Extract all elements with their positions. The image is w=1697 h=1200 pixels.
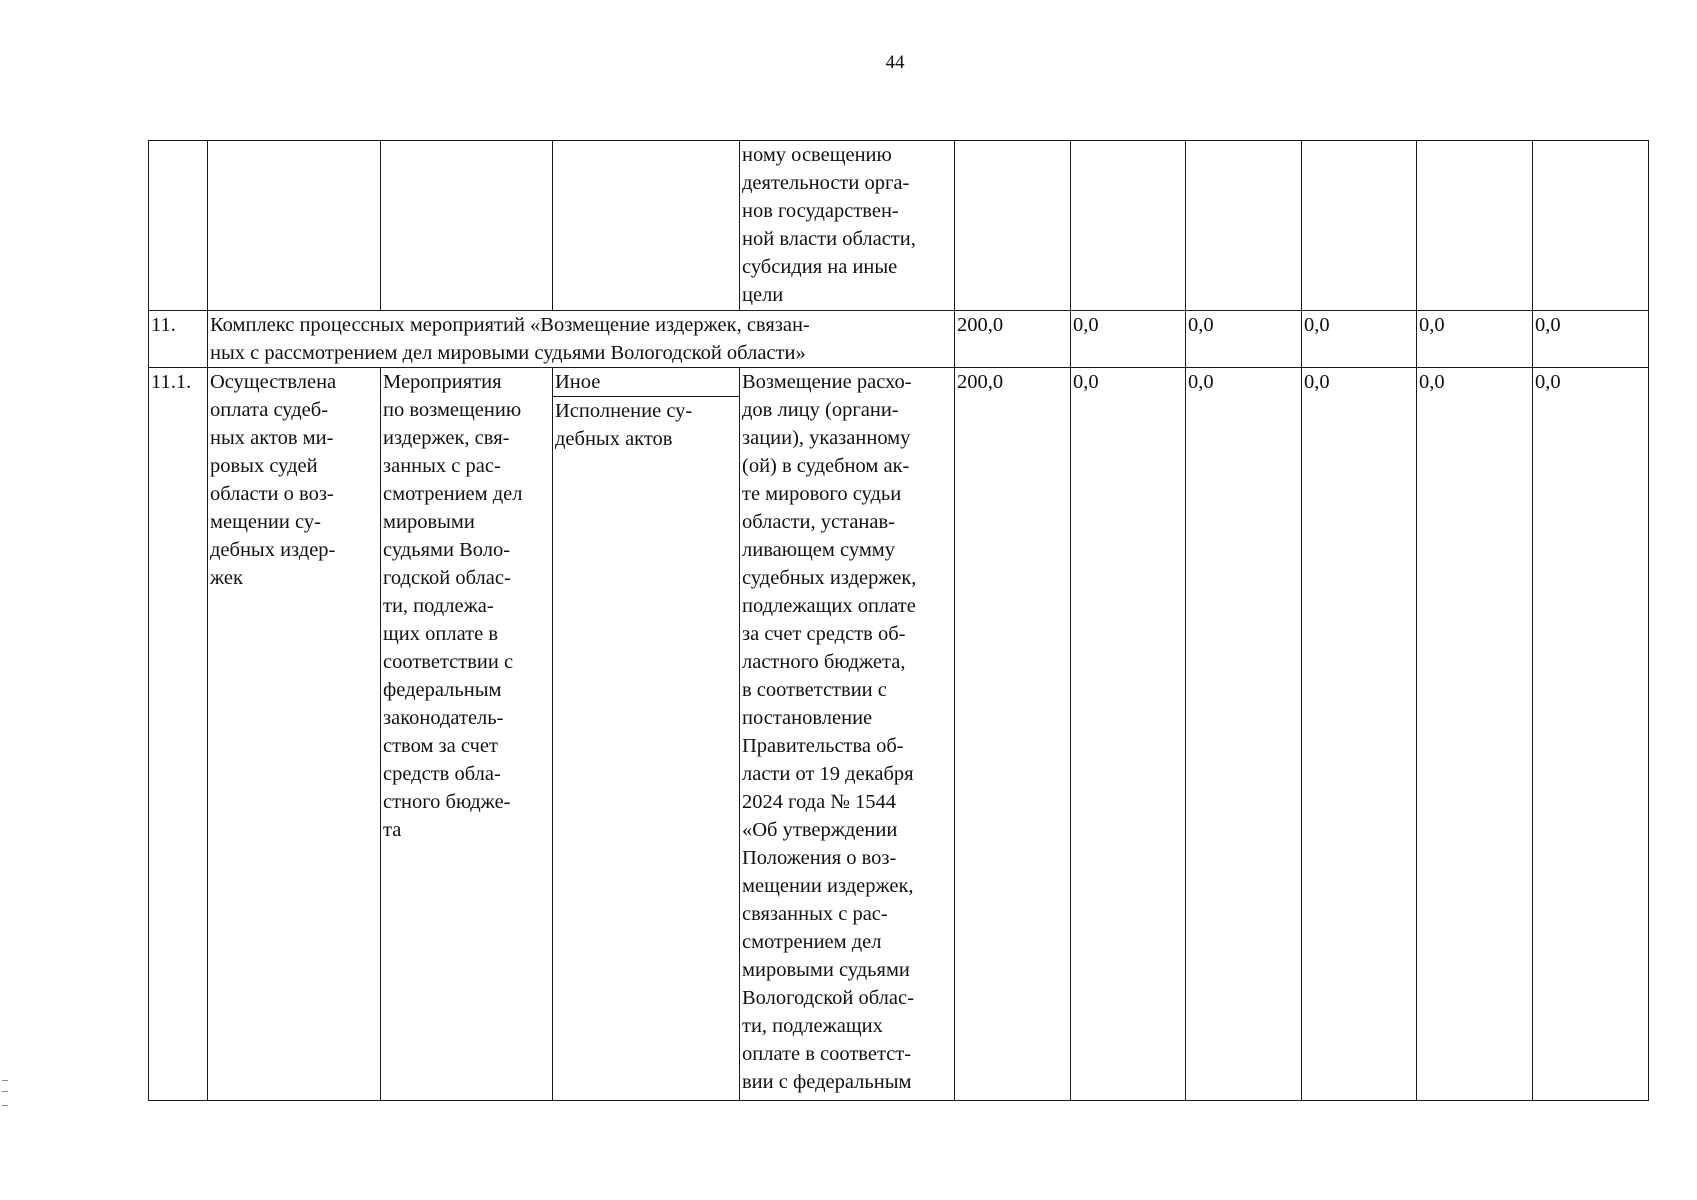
cell-measure: Мероприятия по возмещению издержек, свя- занных с рас- смотрением дел мировыми судьями Воло- годской облас- ти, подлежа- щих оплате в соответствии с федеральным законодатель- ством за счет средств обла- стного бюдже- та	[381, 368, 553, 1101]
cell-value-5: 0,0	[1417, 368, 1533, 1101]
cell-value-4: 0,0	[1302, 311, 1417, 368]
cell-number	[149, 141, 208, 311]
cell-value-5: 0,0	[1417, 311, 1533, 368]
cell-number: 11.	[149, 311, 208, 368]
cell-measure	[381, 141, 553, 311]
program-table	[148, 140, 1649, 1101]
cell-type	[553, 141, 740, 311]
cell-value	[1186, 141, 1302, 311]
cell-result: Осуществлена оплата судеб- ных актов ми- ровых судей области о воз- мещении су- дебных издер- жек	[208, 368, 381, 1101]
cell-value	[1302, 141, 1417, 311]
page-number: 44	[885, 52, 905, 73]
table-row-11	[149, 311, 1649, 368]
cell-value-6: 0,0	[1533, 311, 1649, 368]
type-detail: Исполнение су- дебных актов	[555, 400, 693, 450]
cell-number: 11.1.	[149, 368, 208, 1101]
cell-value-1: 200,0	[955, 368, 1071, 1101]
cell-value	[1071, 141, 1186, 311]
cell-value	[1417, 141, 1533, 311]
complex-title: Комплекс процессных мероприятий «Возмещение издержек, связан- ных с рассмотрением дел мировыми судьями Вологодской области»	[208, 311, 955, 368]
cell-value-6: 0,0	[1533, 368, 1649, 1101]
type-label: Иное	[553, 368, 739, 397]
cell-value-4: 0,0	[1302, 368, 1417, 1101]
cell-description: Возмещение расхо- дов лицу (органи- зации), указанному (ой) в судебном ак- те мирового судьи области, устанав- ливающем сумму судебных издержек, подлежащих оплате за счет средств об- ластного бюджета, в соответствии с постановление Правительства об- ласти от 19 декабря 2024 года № 1544 «Об утверждении Положения о воз- мещении издержек, связанных с рас- смотрением дел мировыми судьями Вологодской облас- ти, подлежащих оплате в соответст- вии с федеральным	[740, 368, 955, 1101]
cell-value-1: 200,0	[955, 311, 1071, 368]
cell-result	[208, 141, 381, 311]
scan-margin-mark	[2, 1080, 8, 1106]
cell-value	[955, 141, 1071, 311]
cell-value-3: 0,0	[1186, 368, 1302, 1101]
cell-description: ному освещению деятельности орга- нов государствен- ной власти области, субсидия на иные цели	[740, 141, 955, 311]
cell-type	[553, 368, 740, 1101]
cell-value-2: 0,0	[1071, 368, 1186, 1101]
cell-value-2: 0,0	[1071, 311, 1186, 368]
table-row-11-1	[149, 368, 1649, 1101]
cell-value-3: 0,0	[1186, 311, 1302, 368]
cell-value	[1533, 141, 1649, 311]
table-row-continuation	[149, 141, 1649, 311]
